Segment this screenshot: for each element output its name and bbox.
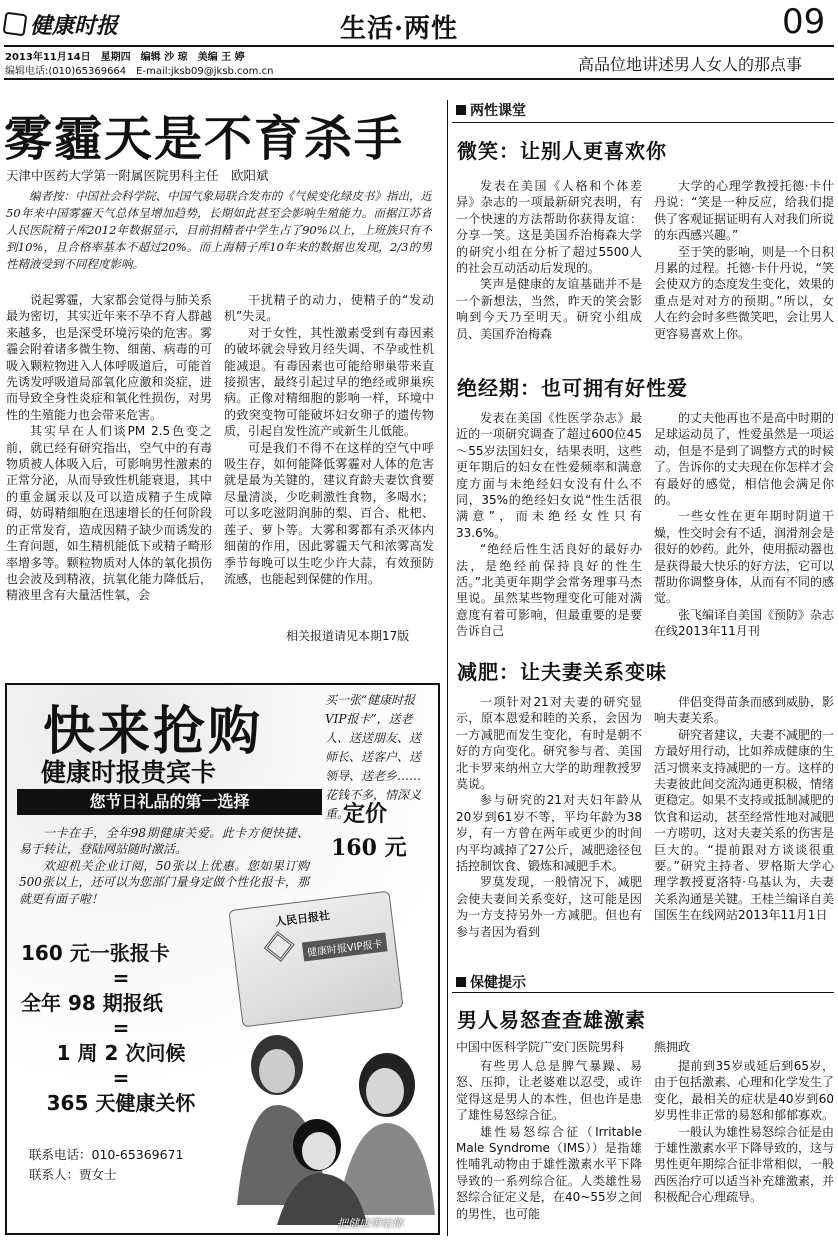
person-face: [259, 1049, 295, 1093]
main-col-2: [224, 292, 434, 626]
weightloss-col-2: 伴侣变得苗条而感到威胁，影响夫妻关系。 研究者建议，夫妻不减肥的一方最好用行动，比如养成健康的生活习惯来支持减肥的一方。这样的夫妻彼此间交流沟通更积极，情绪更稳定。如果不支持或抵制减肥的饮食和运动，甚至经常性地对减肥一方唠叨，这对夫妻关系的伤害是巨大的。“提前跟对方谈谈很重要。”研究主持者、罗格斯大学心理学教授夏洛特·乌基认为，夫妻关系沟通是关键。王桂兰编译自美国医生在线网站2013年11月1日: [654, 695, 834, 923]
square-bullet-icon: [456, 977, 466, 987]
person-face: [366, 1068, 404, 1114]
ad-price: 160 元: [331, 835, 407, 861]
main-para: 其实早在人们谈PM 2.5色变之前，就已经有研究指出，空气中的有毒物质被人体吸入后，可影响男性激素的正常分泌，从而导致性机能衰退，其中的重金属汞以及可以造成精子生成障碍，妨碍精细胞在迅速增长的任何阶段的正常发育，造成因精子缺少而诱发的生育问题，如生精机能低下或精子畸形率增多等。颗粒物质对人体的氧化损伤也会波及到精液，抗氧化能力降低后，精液里含有大量活性氧，会: [6, 424, 212, 603]
related-note: 相关报道请见本期17版: [286, 629, 410, 643]
article-title-smile: 微笑：让别人更喜欢你: [457, 139, 667, 163]
section-label-health-tips: 保健提示: [456, 972, 526, 992]
vip-card-logo: 人民日报社: [274, 909, 331, 929]
knot-icon: [264, 931, 295, 962]
irritable-byline-author: 熊拥政: [654, 1040, 691, 1054]
vip-card-title: 健康时报VIP报卡: [302, 932, 388, 961]
article-title-irritable: 男人易怒查查雄激素: [457, 1008, 646, 1032]
irritable-byline-affiliation: 中国中医科学院广安门医院男科: [456, 1040, 625, 1054]
ad-card-name: 健康时报贵宾卡: [41, 758, 217, 787]
ad-contact-person: 联系人：贾女士: [29, 1167, 117, 1182]
main-para: 说起雾霾，大家都会觉得与肺关系最为密切，其实近年来不孕不育人群越来越多，也是深受环境污染的危害。雾霾会附着诸多微生物、细菌、病毒的可吸入颗粒物进入人体呼吸道后，可能首先诱发呼吸道局部氧化应激和炎症，进而导致全身性炎症和氧化性损伤，对男性的生殖能力也会带来危害。: [6, 293, 212, 422]
ad-desc: 一卡在手，全年98期健康关爱。此卡方便快捷、易于转让，登陆网站随时激活。 欢迎机关企业订阅，50张以上优惠。您如果订购500张以上，还可以为您部门量身定做个性化报卡，那就更有面子啦！: [19, 826, 309, 906]
dateline: 2013年11月14日 星期四 编辑 沙 琼 美编 王 婷: [5, 52, 245, 63]
slogan: 高品位地讲述男人女人的那点事: [578, 55, 803, 74]
contact-line: 编辑电话:(010)65369664 E-mail:jksb09@jksb.com.cn: [5, 66, 274, 77]
main-para: 干扰精子的动力，使精子的“发动机”失灵。: [224, 293, 434, 324]
article-title-weightloss: 减肥：让夫妻关系变味: [457, 660, 667, 684]
page-number: 09: [782, 2, 826, 42]
ad-signature: 把健康带给你: [337, 1217, 403, 1230]
irritable-col-2: 提前到35岁或延后到65岁，由于包括激素、心理和化学发生了变化，最相关的症状是40岁到60岁男性非正常的易怒和郁郁寡欢。 一般认为雄性易怒综合征是由于雄性激素水平下降导致的，这与男性更年期综合征非常相似，一般西医治疗可以适当补充雄激素，并积极配合心理疏导。: [654, 1059, 834, 1205]
main-byline: 天津中医药大学第一附属医院男科主任 欧阳斌: [6, 168, 269, 183]
family-photo: [207, 1005, 435, 1225]
smile-col-1: 发表在美国《人格和个体差异》杂志的一项最新研究表明，有一个快速的方法帮助你获得友谊：分享一笑。这是美国乔治梅森大学的研究小组在分析了超过5500人的社会互动活动后发现的。 笑声是健康的友谊基础并不是一个新想法，当然，昨天的笑会影响到今天乃至明天。研究小组成员、美国乔治梅森: [456, 179, 642, 341]
person-face: [302, 1132, 336, 1170]
editor-note: 编者按：中国社会科学院、中国气象局联合发布的《气候变化绿皮书》指出，近50年来中国雾霾天气总体呈增加趋势，长期如此甚至会影响生殖能力。而据江苏省人民医院精子库2012年数据显示，目前捐精者中学生占了90%以上，上班族只有不到10%，且合格率基本不超过20%。而上海精子库10年来的数据也发现，2/3的男性精液受到不同程度影响。: [6, 189, 432, 271]
section-label-classroom: 两性课堂: [456, 100, 526, 120]
ad-headline: 快来抢购: [43, 701, 264, 762]
logo-icon: [3, 12, 28, 37]
section-title: 生活·两性: [340, 14, 459, 44]
menopause-col-2: 的丈夫他再也不是高中时期的足球运动员了，性爱虽然是一项运动，但是不是到了调整方式的时候了。告诉你的丈夫现在你怎样才会有最好的感觉，相信他会满足你的。 一些女性在更年期时阴道干燥，性交时会有不适，润滑剂会是很好的妙药。此外，使用振动器也是获得最大快乐的好方法，它可以帮助你调整身体，从而有不同的感觉。 张飞编译自美国《预防》杂志在线2013年11月刊: [654, 411, 834, 639]
ad-gift-text: 买一张“健康时报VIP报卡”，送老人、送送朋友、送师长、送客户、送领导、送老乡……花钱不多，情深义重。: [325, 693, 422, 821]
main-para: 可是我们不得不在这样的空气中呼吸生存，如何能降低雾霾对人体的危害就是最为关键的，建议育龄夫妻饮食要尽量清淡，少吃刺激性食物，多喝水；可以多吃滋阴润肺的梨、百合、枇杷、莲子、萝卜等。大雾和雾都有杀灭体内细菌的作用，因此雾霾天气和浓雾高发季节每晚可以生吃少许大蒜，有效预防流感，也能起到保健的作用。: [224, 440, 434, 586]
square-bullet-icon: [456, 105, 466, 115]
smile-col-2: 大学的心理学教授托德·卡什丹说：“笑是一种反应，给我们提供了客观证据证明有人对我们所说的东西感兴趣。” 至于笑的影响，则是一个日积月累的过程。托德·卡什丹说，“笑会使双方的态度发生变化，效果的重点是对对方的预期。”所以，女人在约会时多些微笑吧，会让男人更容易喜欢上你。: [654, 179, 834, 341]
logo-text: 健康时报: [30, 12, 119, 39]
irritable-col-1: 有些男人总是脾气暴躁、易怒、压抑，让老婆难以忍受，或许觉得这是男人的本性，但也许是患了雄性易怒综合征。 雄性易怒综合征（Irritable Male Syndrome（IMS））是指雄性哺乳动物由于雄性激素水平下降导致的一系列综合征。人类雄性易怒综合征定义是，在40~55岁之间的男性，也可能: [456, 1059, 642, 1221]
ad-contact-phone: 联系电话：010-65369671: [29, 1147, 184, 1162]
main-headline: 雾霾天是不育杀手: [4, 111, 405, 167]
ad-tagline: 您节日礼品的第一选择: [17, 789, 322, 815]
article-title-menopause: 绝经期：也可拥有好性爱: [457, 376, 688, 400]
main-col-1: [6, 292, 212, 642]
ad-price-label: 定价: [343, 801, 388, 827]
masthead-logo: [4, 6, 118, 42]
main-para: 对于女性，其性激素受到有毒因素的破坏就会导致月经失调、不孕或性机能减退。有毒因素也可能给卵巢带来直接损害，最终引起过早的绝经或卵巢疾病。正像对精细胞的影响一样，环境中的致突变物可能破坏妇女卵子的遗传物质，引起自发性流产或新生儿低能。: [224, 325, 434, 439]
weightloss-col-1: 一项针对21对夫妻的研究显示，原本恩爱和睦的关系，会因为一方减肥而发生变化，有时是朝不好的方向变化。研究参与者、美国北卡罗来纳州立大学的助理教授罗莫说。 参与研究的21对夫妇年龄从20岁到61岁不等，平均年龄为38岁，有一方曾在两年或更少的时间内平均减掉了27公斤，减肥途径包括控制饮食、锻炼和减肥手术。 罗莫发现，一般情况下，减肥会使夫妻间关系变好，这可能是因为一方支持另外一方减肥。但也有参与者因为看到: [456, 695, 642, 939]
subscription-ad: [5, 683, 440, 1235]
menopause-col-1: 发表在美国《性医学杂志》最近的一项研究调查了超过600位45～55岁法国妇女，结果表明，这些更年期后的妇女在性爱频率和满意度方面与未绝经妇女没有什么不同，35%的绝经妇女说“性生活很满意”，而未绝经女性只有33.6%。 “绝经后性生活良好的最好办法，是绝经前保持良好的性生活。”北美更年期学会常务理事马杰里说。虽然某些物理变化可能对满意度有着可影响，但最重要的是要告诉自己: [456, 411, 642, 639]
ad-equation: 160 元一张报卡 = 全年 98 期报纸 = 1 周 2 次问候 = 365 天健康关怀: [21, 941, 196, 1115]
